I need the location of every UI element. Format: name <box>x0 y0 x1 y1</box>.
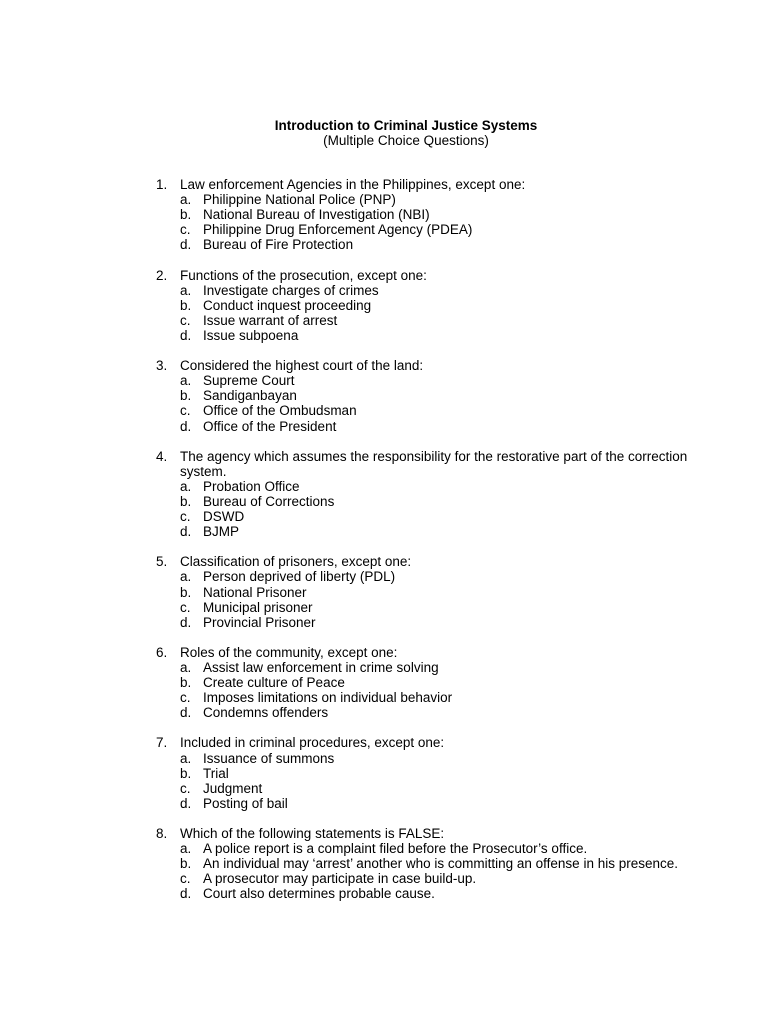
option-text: Sandiganbayan <box>203 388 297 404</box>
answer-option <box>180 509 696 524</box>
option-text: Bureau of Fire Protection <box>203 237 354 253</box>
option-list <box>180 841 696 901</box>
option-list <box>180 751 696 811</box>
question-number: 6. <box>156 644 168 660</box>
answer-option <box>180 585 696 600</box>
document-subtitle: (Multiple Choice Questions) <box>323 133 489 148</box>
option-text: Posting of bail <box>203 795 288 811</box>
answer-option <box>180 222 696 237</box>
option-list <box>180 373 696 433</box>
option-text: Office of the Ombudsman <box>203 403 357 419</box>
answer-option <box>180 569 696 584</box>
option-text: Create culture of Peace <box>203 675 345 691</box>
answer-option <box>180 283 696 298</box>
answer-option <box>180 871 696 886</box>
option-letter: b. <box>180 207 192 223</box>
option-text: DSWD <box>203 509 245 525</box>
answer-option <box>180 751 696 766</box>
option-letter: c. <box>180 312 191 328</box>
option-text: Assist law enforcement in crime solving <box>203 660 439 675</box>
question-number: 4. <box>156 448 168 464</box>
option-list <box>180 192 696 252</box>
question-text: Which of the following statements is FALSE: <box>180 826 445 842</box>
question-text: The agency which assumes the responsibility for the restorative part of the correction system. <box>180 448 688 479</box>
document-title: Introduction to Criminal Justice Systems <box>274 118 538 133</box>
answer-option <box>180 403 696 418</box>
option-text: Supreme Court <box>203 373 295 389</box>
question-item <box>156 554 696 629</box>
option-letter: d. <box>180 795 192 811</box>
option-letter: c. <box>180 690 191 706</box>
option-text: Office of the President <box>203 418 337 434</box>
option-text: Imposes limitations on individual behavior <box>203 690 453 706</box>
option-text: Court also determines probable cause. <box>203 886 435 902</box>
option-letter: c. <box>180 780 191 796</box>
question-list <box>156 177 696 917</box>
question-text: Functions of the prosecution, except one: <box>180 267 427 283</box>
answer-option <box>180 373 696 388</box>
option-list <box>180 660 696 720</box>
option-text: Condemns offenders <box>203 705 329 721</box>
option-letter: b. <box>180 675 192 691</box>
question-item <box>156 358 696 433</box>
answer-option <box>180 313 696 328</box>
option-list <box>180 479 696 539</box>
question-item <box>156 645 696 720</box>
option-letter: b. <box>180 765 192 781</box>
option-text: Issue subpoena <box>203 327 299 343</box>
option-list <box>180 569 696 629</box>
option-text: Person deprived of liberty (PDL) <box>203 569 396 585</box>
answer-option <box>180 856 696 871</box>
option-text: Conduct inquest proceeding <box>203 297 372 313</box>
answer-option <box>180 690 696 705</box>
option-letter: d. <box>180 886 192 902</box>
answer-option <box>180 192 696 207</box>
answer-option <box>180 207 696 222</box>
question-item <box>156 268 696 343</box>
option-letter: a. <box>180 478 192 494</box>
answer-option <box>180 781 696 796</box>
option-text: Bureau of Corrections <box>203 493 335 509</box>
answer-option <box>180 660 696 675</box>
answer-option <box>180 237 696 252</box>
option-text: Philippine National Police (PNP) <box>203 192 396 208</box>
option-letter: d. <box>180 237 192 253</box>
answer-option <box>180 796 696 811</box>
option-text: Judgment <box>203 780 263 796</box>
question-text: Included in criminal procedures, except one: <box>180 735 445 751</box>
option-text: BJMP <box>203 524 240 540</box>
answer-option <box>180 705 696 720</box>
option-letter: b. <box>180 388 192 404</box>
option-text: Issue warrant of arrest <box>203 312 338 328</box>
option-text: An individual may ‘arrest’ another who is committing an offense in his presence. <box>203 856 678 872</box>
option-text: Provincial Prisoner <box>203 614 316 630</box>
question-text: Classification of prisoners, except one: <box>180 554 412 570</box>
option-text: Trial <box>203 765 229 781</box>
option-letter: a. <box>180 192 192 208</box>
question-number: 7. <box>156 735 168 751</box>
question-number: 1. <box>156 177 168 192</box>
option-letter: b. <box>180 856 192 872</box>
option-letter: a. <box>180 750 192 766</box>
option-text: National Prisoner <box>203 584 307 600</box>
answer-option <box>180 841 696 856</box>
option-text: A police report is a complaint filed before the Prosecutor’s office. <box>203 841 588 857</box>
question-text: Roles of the community, except one: <box>180 644 398 660</box>
option-letter: a. <box>180 841 192 857</box>
question-item <box>156 177 696 252</box>
answer-option <box>180 388 696 403</box>
answer-option <box>180 675 696 690</box>
option-letter: c. <box>180 222 191 238</box>
option-text: National Bureau of Investigation (NBI) <box>203 207 430 223</box>
answer-option <box>180 600 696 615</box>
option-letter: d. <box>180 418 192 434</box>
answer-option <box>180 524 696 539</box>
answer-option <box>180 886 696 901</box>
option-text: Philippine Drug Enforcement Agency (PDEA) <box>203 222 473 238</box>
question-number: 3. <box>156 358 168 374</box>
answer-option <box>180 479 696 494</box>
option-letter: c. <box>180 403 191 419</box>
option-letter: d. <box>180 327 192 343</box>
option-text: Issuance of summons <box>203 750 335 766</box>
option-text: Investigate charges of crimes <box>203 282 379 298</box>
question-text: Considered the highest court of the land: <box>180 358 424 374</box>
option-letter: a. <box>180 373 192 389</box>
answer-option <box>180 494 696 509</box>
option-letter: c. <box>180 509 191 525</box>
question-text: Law enforcement Agencies in the Philippines, except one: <box>180 177 526 192</box>
question-number: 2. <box>156 267 168 283</box>
option-list <box>180 283 696 343</box>
option-letter: a. <box>180 282 192 298</box>
answer-option <box>180 766 696 781</box>
answer-option <box>180 419 696 434</box>
option-letter: d. <box>180 614 192 630</box>
answer-option <box>180 615 696 630</box>
question-number: 5. <box>156 554 168 570</box>
option-text: Probation Office <box>203 478 300 494</box>
option-letter: b. <box>180 297 192 313</box>
option-letter: d. <box>180 524 192 540</box>
option-letter: b. <box>180 493 192 509</box>
option-letter: c. <box>180 871 191 887</box>
question-item <box>156 826 696 901</box>
question-item <box>156 449 696 540</box>
option-letter: b. <box>180 584 192 600</box>
option-letter: d. <box>180 705 192 721</box>
question-number: 8. <box>156 826 168 842</box>
answer-option <box>180 328 696 343</box>
option-letter: c. <box>180 599 191 615</box>
option-letter: a. <box>180 569 192 585</box>
answer-option <box>180 298 696 313</box>
option-text: A prosecutor may participate in case build-up. <box>203 871 477 887</box>
question-item <box>156 735 696 810</box>
option-text: Municipal prisoner <box>203 599 313 615</box>
option-letter: a. <box>180 660 192 675</box>
